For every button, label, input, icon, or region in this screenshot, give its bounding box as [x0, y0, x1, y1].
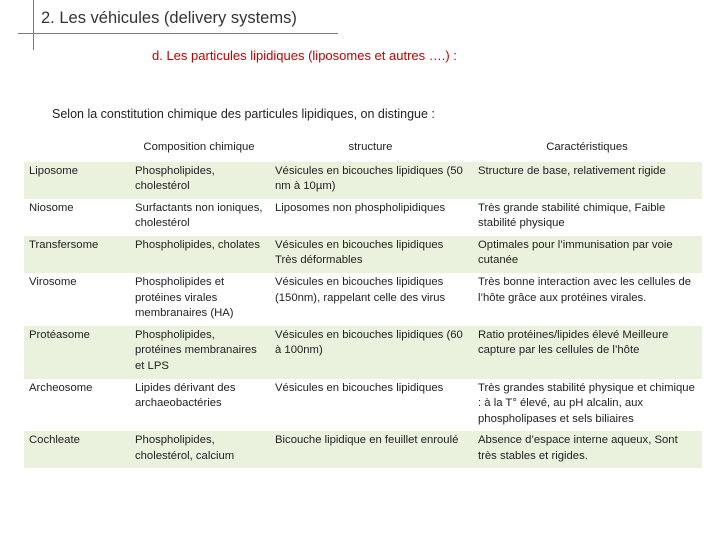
cell-characteristics: Structure de base, relativement rigide: [472, 162, 702, 199]
cell-name: Liposome: [24, 162, 129, 199]
cell-structure: Vésicules en bicouches lipidiques Très déformables: [269, 236, 472, 273]
title-horizontal-rule: [18, 33, 338, 34]
column-header-characteristics: Caractéristiques: [546, 141, 628, 153]
table-row: [24, 236, 702, 273]
cell-structure: Bicouche lipidique en feuillet enroulé: [269, 431, 472, 468]
cell-composition: Phospholipides, cholestérol: [129, 162, 269, 199]
cell-composition: Lipides dérivant des archaeobactéries: [129, 379, 269, 432]
cell-composition: Phospholipides et protéines virales membranaires (HA): [129, 273, 269, 326]
lipid-particles-table: [24, 138, 702, 468]
cell-name: Protéasome: [24, 326, 129, 379]
cell-characteristics: Optimales pour l’immunisation par voie cutanée: [472, 236, 702, 273]
cell-composition: Phospholipides, protéines membranaires et LPS: [129, 326, 269, 379]
cell-characteristics: Ratio protéines/lipides élevé Meilleure capture par les cellules de l’hôte: [472, 326, 702, 379]
column-header-composition: Composition chimique: [143, 141, 255, 153]
cell-composition: Phospholipides, cholestérol, calcium: [129, 431, 269, 468]
cell-characteristics: Très grande stabilité chimique, Faible stabilité physique: [472, 199, 702, 236]
header-row: [24, 138, 702, 162]
table-row: [24, 199, 702, 236]
column-header-name: [24, 138, 129, 162]
cell-structure: Vésicules en bicouches lipidiques (150nm), rappelant celle des virus: [269, 273, 472, 326]
cell-structure: Vésicules en bicouches lipidiques: [269, 379, 472, 432]
cell-name: Cochleate: [24, 431, 129, 468]
column-header-structure: structure: [348, 141, 393, 153]
cell-characteristics: Absence d’espace interne aqueux, Sont très stables et rigides.: [472, 431, 702, 468]
cell-characteristics: Très grandes stabilité physique et chimique : à la T° élevé, au pH alcalin, aux phospholipases et sels biliaires: [472, 379, 702, 432]
cell-structure: Vésicules en bicouches lipidiques (50 nm à 10µm): [269, 162, 472, 199]
cell-name: Archeosome: [24, 379, 129, 432]
table-row: [24, 326, 702, 379]
table-row: [24, 379, 702, 432]
page-title: 2. Les véhicules (delivery systems): [41, 9, 297, 27]
table-row: [24, 431, 702, 468]
cell-structure: Vésicules en bicouches lipidiques (60 à 100nm): [269, 326, 472, 379]
table-row: [24, 162, 702, 199]
cell-name: Transfersome: [24, 236, 129, 273]
cell-composition: Phospholipides, cholates: [129, 236, 269, 273]
cell-composition: Surfactants non ioniques, cholestérol: [129, 199, 269, 236]
table-body: [24, 162, 702, 469]
table-header: [24, 138, 702, 162]
cell-characteristics: Très bonne interaction avec les cellules de l’hôte grâce aux protéines virales.: [472, 273, 702, 326]
section-title: d. Les particules lipidiques (liposomes et autres ….) :: [152, 48, 457, 63]
title-vertical-rule: [33, 0, 34, 50]
cell-name: Niosome: [24, 199, 129, 236]
table-row: [24, 273, 702, 326]
cell-name: Virosome: [24, 273, 129, 326]
intro-text: Selon la constitution chimique des particules lipidiques, on distingue :: [52, 107, 435, 121]
cell-structure: Liposomes non phospholipidiques: [269, 199, 472, 236]
